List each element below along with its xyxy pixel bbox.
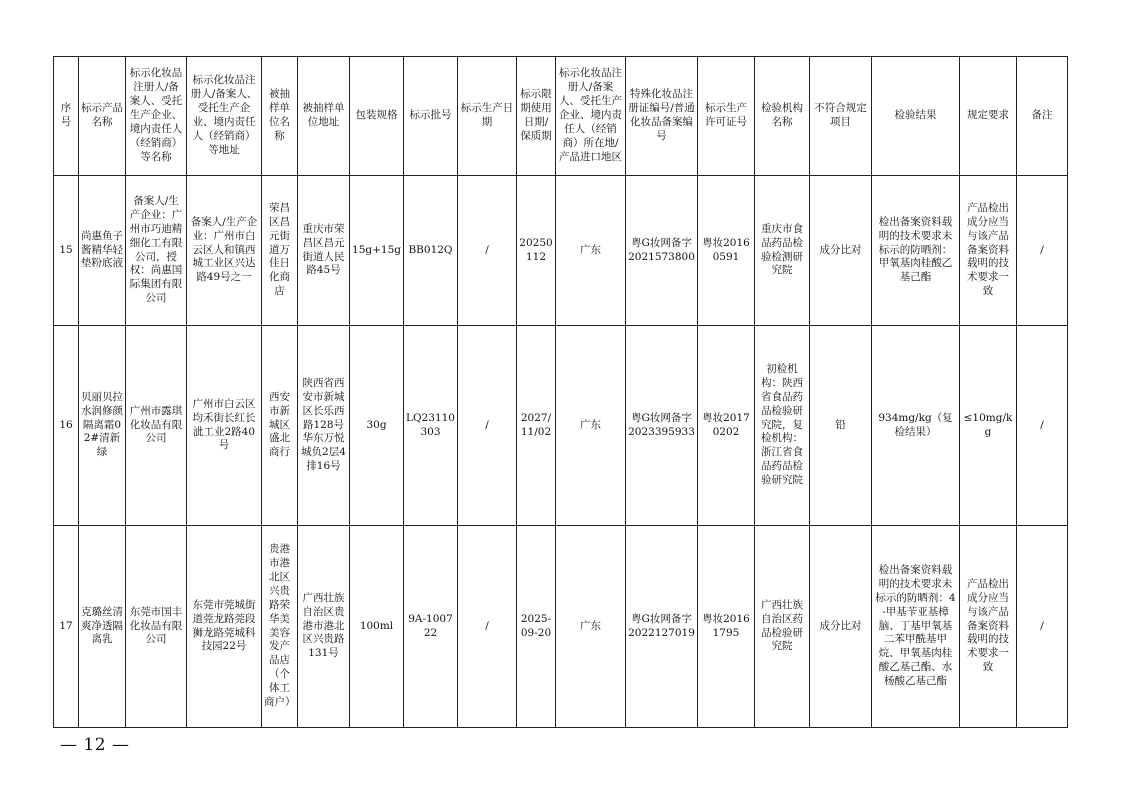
table-header-row [54,57,1068,176]
cell-result: 934mg/kg（复检结果） [872,326,960,526]
cell-lab: 广西壮族自治区药品检验研究院 [755,526,810,728]
cell-company: 东莞市国丰化妆品有限公司 [126,526,187,728]
header-cell-lab: 检验机构名称 [755,57,810,176]
table-row [54,526,1068,728]
header-cell-sampled-unit: 被抽样单位名称 [262,57,298,176]
cell-product: 贝丽贝拉水润修颜隔离霜02#清新绿 [79,326,126,526]
cell-registration-no: 粤G妆网备字2022127019 [626,526,698,728]
page-number: — 12 — [60,735,130,755]
cell-expiry: 2025-09-20 [517,526,556,728]
cell-nonconforming-item: 成分比对 [810,526,872,728]
cell-spec: 15g+15g [350,176,404,326]
cell-company-address: 广州市白云区均禾街长红长泚工业2路40号 [187,326,262,526]
header-cell-batch: 标示批号 [404,57,458,176]
cell-product: 克璐丝清爽净透隔离乳 [79,526,126,728]
header-cell-registration-no: 特殊化妆品注册证编号/普通化妆品备案编号 [626,57,698,176]
cell-region: 广东 [556,526,626,728]
cell-sampled-address: 广西壮族自治区贵港市港北区兴贵路131号 [298,526,350,728]
cell-license: 粤妆20160591 [698,176,755,326]
cell-batch: BB012Q [404,176,458,326]
inspection-results-table [53,56,1068,728]
header-cell-product: 标示产品名称 [79,57,126,176]
header-cell-region: 标示化妆品注册人/备案人、受托生产企业、境内责任人（经销商）所在地/产品进口地区 [556,57,626,176]
header-cell-no: 序号 [54,57,79,176]
cell-no: 16 [54,326,79,526]
cell-production-date: / [458,526,517,728]
cell-lab: 重庆市食品药品检验检测研究院 [755,176,810,326]
cell-sampled-address: 陕西省西安市新城区长乐西路128号华东万悦城负2层4排16号 [298,326,350,526]
cell-no: 15 [54,176,79,326]
header-cell-remark: 备注 [1017,57,1068,176]
header-cell-company: 标示化妆品注册人/备案人、受托生产企业、境内责任人（经销商）等名称 [126,57,187,176]
cell-product: 尚惠鱼子酱精华轻垫粉底液 [79,176,126,326]
cell-nonconforming-item: 铅 [810,326,872,526]
header-cell-result: 检验结果 [872,57,960,176]
cell-result: 检出备案资料载明的技术要求未标示的防晒剂：甲氧基肉桂酸乙基己酯 [872,176,960,326]
cell-no: 17 [54,526,79,728]
header-cell-license: 标示生产许可证号 [698,57,755,176]
cell-remark: / [1017,176,1068,326]
cell-company-address: 备案人/生产企业：广州市白云区人和镇西城工业区兴达路49号之一 [187,176,262,326]
cell-requirement: 产品检出成分应当与该产品备案资料载明的技术要求一致 [960,526,1017,728]
cell-production-date: / [458,326,517,526]
cell-company: 备案人/生产企业：广州市巧迪精细化工有限公司，授权：尚惠国际集团有限公司 [126,176,187,326]
cell-expiry: 20250112 [517,176,556,326]
cell-company-address: 东莞市莞城街道莞龙路莞段狮龙路莞城科技园22号 [187,526,262,728]
cell-expiry: 2027/11/02 [517,326,556,526]
cell-result: 检出备案资料载明的技术要求未标示的防晒剂：4-甲基苄亚基樟脑、丁基甲氧基二苯甲酰基甲烷、甲氧基肉桂酸乙基己酯、水杨酸乙基己酯 [872,526,960,728]
header-cell-sampled-address: 被抽样单位地址 [298,57,350,176]
cell-nonconforming-item: 成分比对 [810,176,872,326]
header-cell-production-date: 标示生产日期 [458,57,517,176]
cell-spec: 30g [350,326,404,526]
table-row [54,176,1068,326]
cell-company: 广州市露琪化妆品有限公司 [126,326,187,526]
cell-license: 粤妆20170202 [698,326,755,526]
cell-registration-no: 粤G妆网备字2023395933 [626,326,698,526]
table-row [54,326,1068,526]
cell-sampled-unit: 荣昌区昌元街道万佳日化商店 [262,176,298,326]
cell-spec: 100ml [350,526,404,728]
cell-sampled-unit: 贵港市港北区兴贵路荣华美美容发产品店（个体工商户） [262,526,298,728]
cell-requirement: ≤10mg/kg [960,326,1017,526]
header-cell-requirement: 规定要求 [960,57,1017,176]
header-cell-company-address: 标示化妆品注册人/备案人、受托生产企业、境内责任人（经销商）等地址 [187,57,262,176]
cell-batch: 9A-100722 [404,526,458,728]
cell-requirement: 产品检出成分应当与该产品备案资料载明的技术要求一致 [960,176,1017,326]
cell-remark: / [1017,526,1068,728]
header-cell-spec: 包装规格 [350,57,404,176]
cell-region: 广东 [556,326,626,526]
header-cell-expiry: 标示限期使用日期/保质期 [517,57,556,176]
cell-registration-no: 粤G妆网备字2021573800 [626,176,698,326]
cell-region: 广东 [556,176,626,326]
cell-license: 粤妆20161795 [698,526,755,728]
cell-remark: / [1017,326,1068,526]
cell-production-date: / [458,176,517,326]
cell-lab: 初检机构：陕西省食品药品检验研究院，复检机构：浙江省食品药品检验研究院 [755,326,810,526]
header-cell-nonconforming-item: 不符合规定项目 [810,57,872,176]
cell-sampled-unit: 西安市新城区盛北商行 [262,326,298,526]
cell-batch: LQ23110303 [404,326,458,526]
cell-sampled-address: 重庆市荣昌区昌元街道人民路45号 [298,176,350,326]
